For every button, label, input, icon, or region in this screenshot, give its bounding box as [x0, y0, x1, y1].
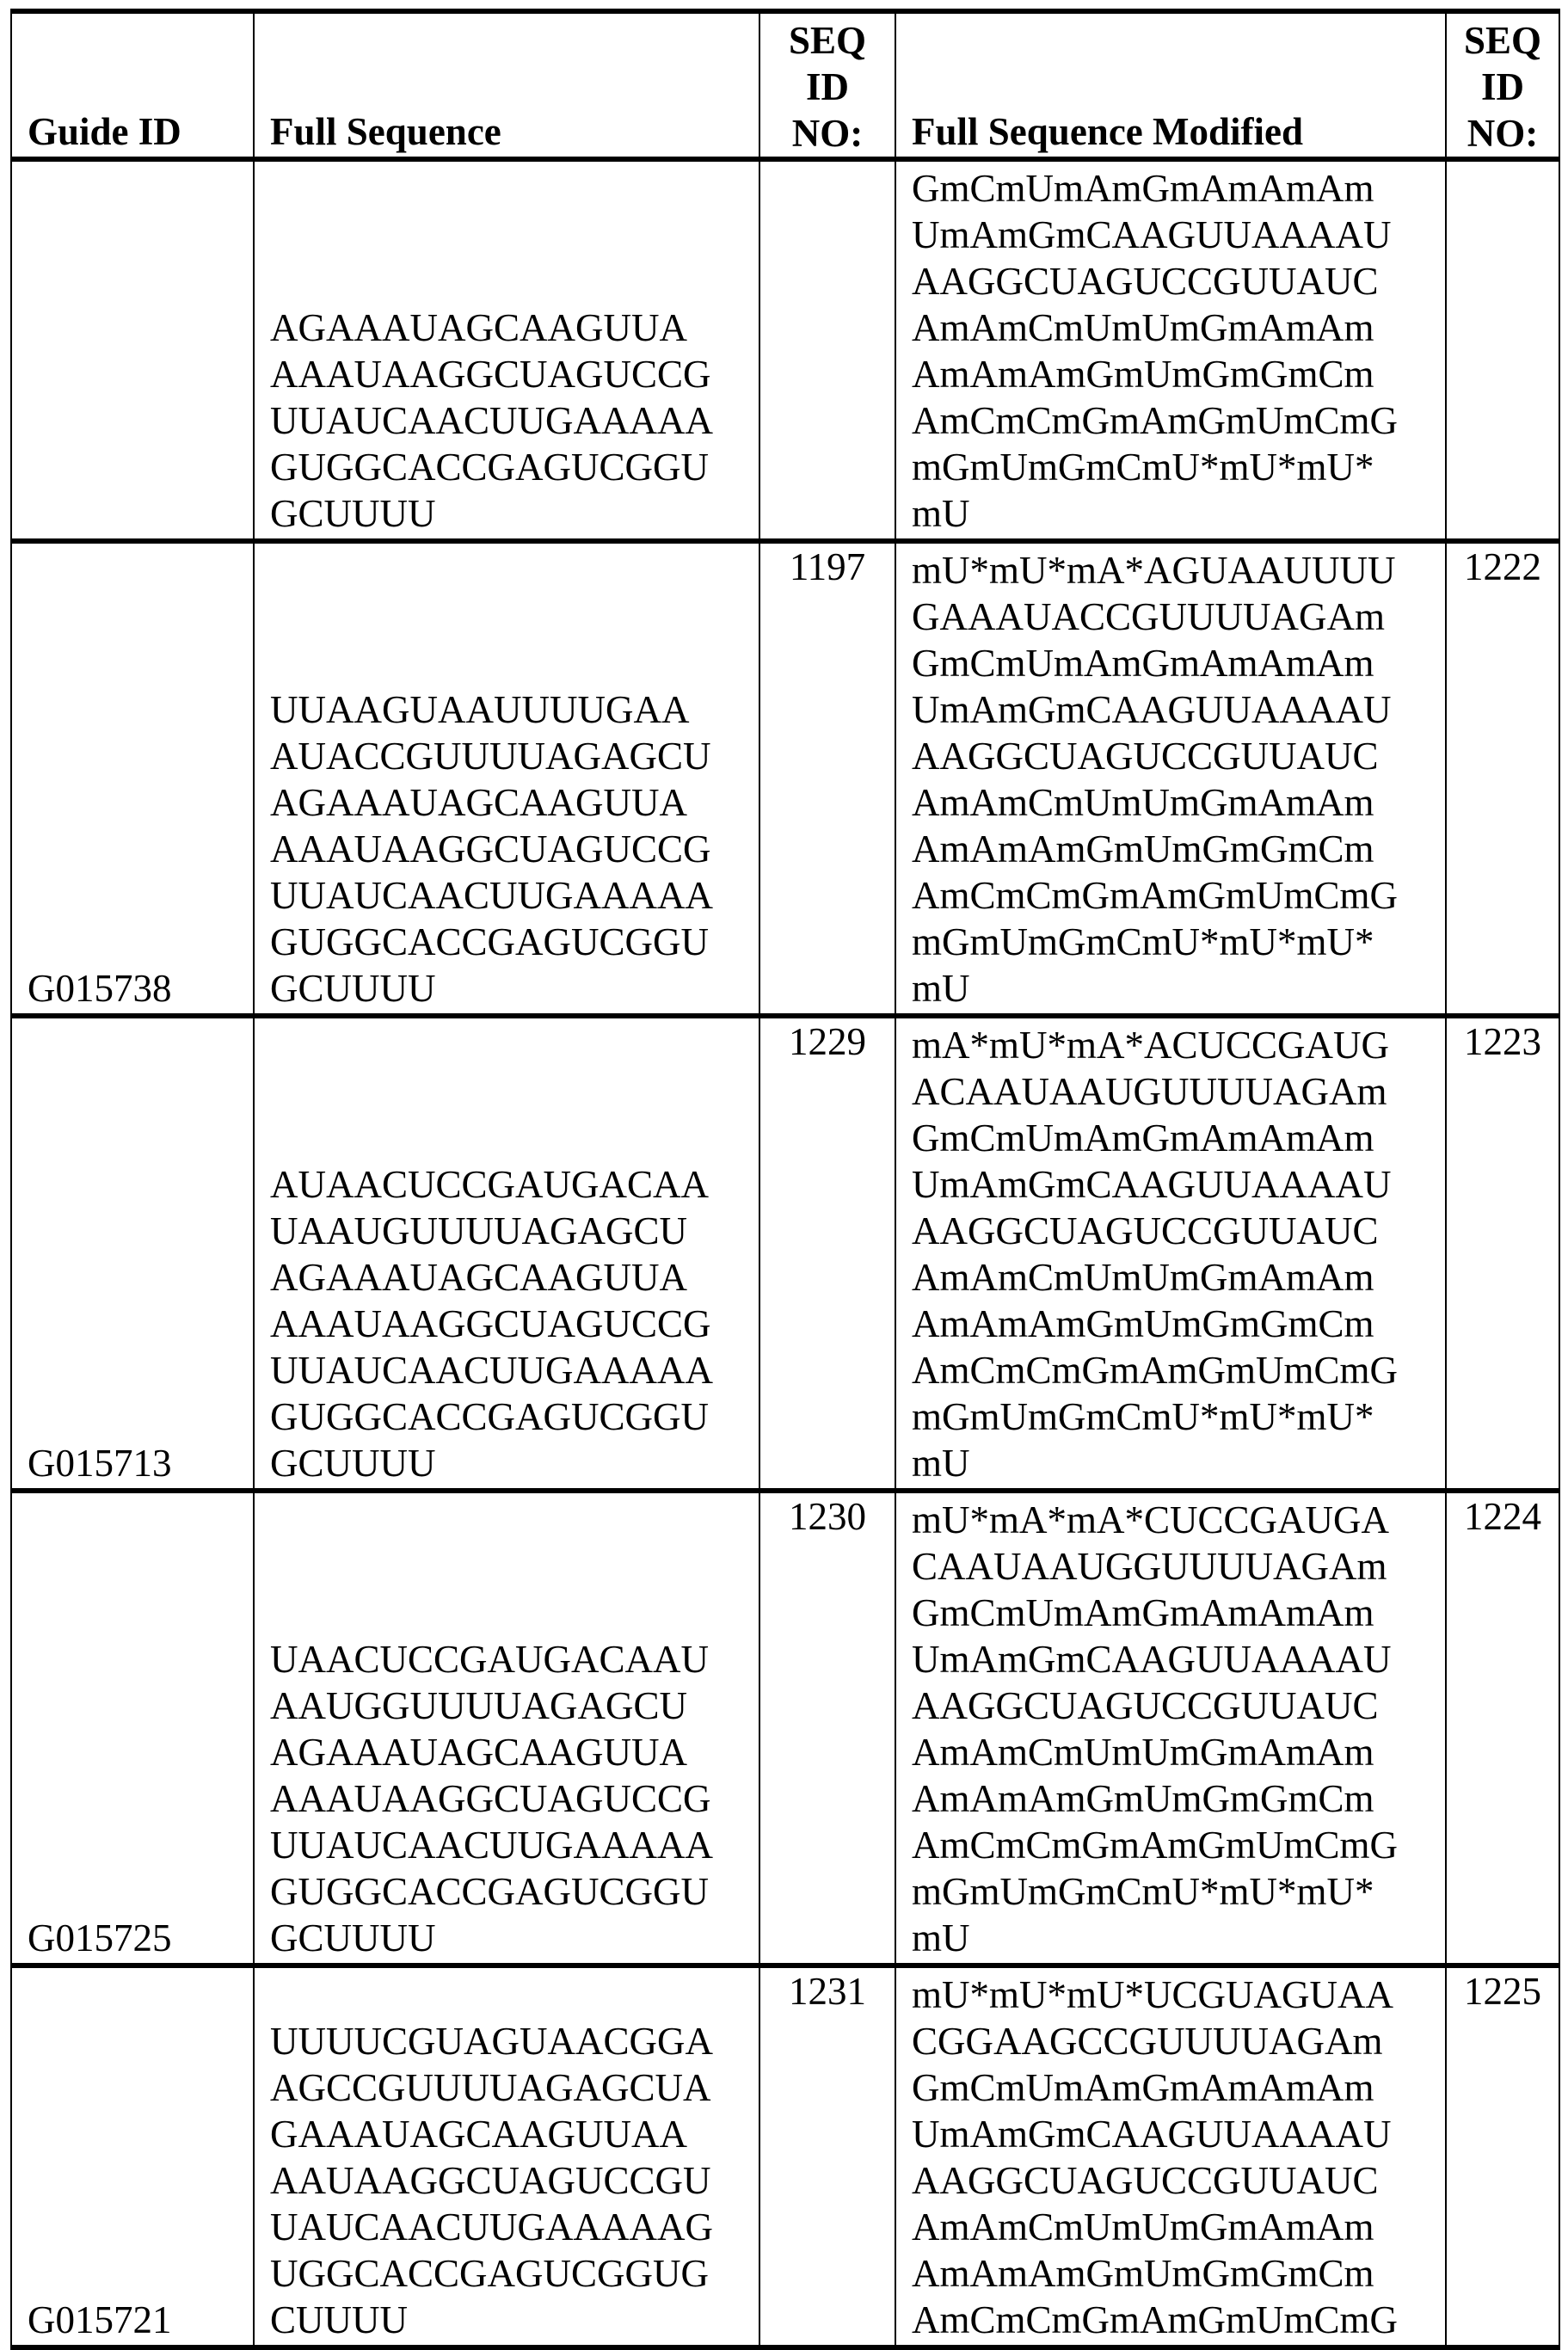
sequence-line: UUAUCAACUUGAAAAA [270, 872, 745, 919]
seq-id-modified-cell: 1224 [1446, 1491, 1559, 1966]
sequence-line: AGCCGUUUUAGAGCUA [270, 2064, 745, 2111]
modified-sequence-line: GmCmUmAmGmAmAmAm [912, 1590, 1431, 1636]
full-sequence-cell [254, 1966, 759, 2347]
sequence-line: GUGGCACCGAGUCGGU [270, 1868, 745, 1915]
guide-sequence-table [10, 9, 1560, 2350]
modified-sequence-line: GmCmUmAmGmAmAmAm [912, 2064, 1431, 2111]
modified-sequence-line: AmAmCmUmUmGmAmAm [912, 2204, 1431, 2250]
modified-sequence-line: mGmUmGmCmU*mU*mU* [912, 444, 1431, 490]
modified-sequence-line: AmCmCmGmAmGmUmCmG [912, 2297, 1431, 2343]
modified-sequence-line: AmCmCmGmAmGmUmCmG [912, 872, 1431, 919]
modified-sequence-line: AmAmCmUmUmGmAmAm [912, 305, 1431, 351]
sequence-line: AGAAAUAGCAAGUUA [270, 1729, 745, 1775]
modified-sequence-line: CGGAAGCCGUUUUAGAm [912, 2018, 1431, 2064]
seq-id-cell: 1197 [759, 541, 895, 1016]
modified-sequence-line: AAGGCUAGUCCGUUAUC [912, 1683, 1431, 1729]
sequence-line: GCUUUU [270, 490, 745, 537]
seq-id-cell [759, 159, 895, 541]
modified-sequence-line: AmAmCmUmUmGmAmAm [912, 1254, 1431, 1301]
header-seq-id-1-line: NO: [760, 110, 895, 157]
full-sequence-cell [254, 159, 759, 541]
sequence-line: UUUUCGUAGUAACGGA [270, 2018, 745, 2064]
modified-sequence-line: GmCmUmAmGmAmAmAm [912, 640, 1431, 686]
full-sequence-cell [254, 1016, 759, 1491]
full-sequence-cell [254, 1491, 759, 1966]
header-seq-id-1-line: ID [760, 64, 895, 110]
modified-sequence-line: AmAmCmUmUmGmAmAm [912, 779, 1431, 826]
modified-sequence-line: mU*mA*mA*CUCCGAUGA [912, 1497, 1431, 1543]
modified-sequence-line: mU [912, 1915, 1431, 1961]
guide-id-cell: G015721 [11, 1966, 254, 2347]
modified-sequence-line: AAGGCUAGUCCGUUAUC [912, 258, 1431, 305]
sequence-line: AAUGGUUUUAGAGCU [270, 1683, 745, 1729]
sequence-line: UUAUCAACUUGAAAAA [270, 1347, 745, 1393]
seq-id-modified-cell [1446, 159, 1559, 541]
seq-id-modified-cell: 1222 [1446, 541, 1559, 1016]
sequence-line: GUGGCACCGAGUCGGU [270, 444, 745, 490]
guide-id-cell: G015738 [11, 541, 254, 1016]
sequence-line: AUAACUCCGAUGACAA [270, 1161, 745, 1208]
sequence-line: AAAUAAGGCUAGUCCG [270, 351, 745, 397]
table-row [11, 1016, 1559, 1491]
sequence-line: AAAUAAGGCUAGUCCG [270, 1775, 745, 1822]
modified-sequence-line: GAAAUACCGUUUUAGAm [912, 594, 1431, 640]
header-seq-id-1-line: SEQ [760, 17, 895, 64]
sequence-line: GCUUUU [270, 1915, 745, 1961]
sequence-line: GCUUUU [270, 965, 745, 1012]
seq-id-cell: 1231 [759, 1966, 895, 2347]
modified-sequence-line: GmCmUmAmGmAmAmAm [912, 165, 1431, 212]
table-row [11, 1491, 1559, 1966]
modified-sequence-line: ACAAUAAUGUUUUAGAm [912, 1068, 1431, 1115]
header-full-sequence: Full Sequence [254, 11, 759, 159]
modified-sequence-line: AmAmAmGmUmGmGmCm [912, 1301, 1431, 1347]
header-seq-id-1 [759, 11, 895, 159]
modified-sequence-cell [895, 1966, 1446, 2347]
modified-sequence-line: AmCmCmGmAmGmUmCmG [912, 397, 1431, 444]
guide-id-cell [11, 159, 254, 541]
modified-sequence-line: UmAmGmCAAGUUAAAAU [912, 1636, 1431, 1683]
header-seq-id-2-line: NO: [1447, 110, 1559, 157]
sequence-line: GUGGCACCGAGUCGGU [270, 919, 745, 965]
sequence-line: UAACUCCGAUGACAAU [270, 1636, 745, 1683]
modified-sequence-line: mU [912, 965, 1431, 1012]
guide-id-cell: G015713 [11, 1016, 254, 1491]
sequence-line: GAAAUAGCAAGUUAA [270, 2111, 745, 2157]
sequence-line: AGAAAUAGCAAGUUA [270, 1254, 745, 1301]
header-seq-id-2-line: SEQ [1447, 17, 1559, 64]
table-row [11, 159, 1559, 541]
seq-id-modified-cell: 1223 [1446, 1016, 1559, 1491]
sequence-line: AGAAAUAGCAAGUUA [270, 779, 745, 826]
modified-sequence-line: AmAmAmGmUmGmGmCm [912, 351, 1431, 397]
sequence-line: AGAAAUAGCAAGUUA [270, 305, 745, 351]
modified-sequence-line: UmAmGmCAAGUUAAAAU [912, 686, 1431, 733]
modified-sequence-line: AAGGCUAGUCCGUUAUC [912, 733, 1431, 779]
header-full-sequence-modified: Full Sequence Modified [895, 11, 1446, 159]
seq-id-modified-cell: 1225 [1446, 1966, 1559, 2347]
table-row [11, 541, 1559, 1016]
sequence-line: AAUAAGGCUAGUCCGU [270, 2157, 745, 2204]
modified-sequence-cell [895, 541, 1446, 1016]
modified-sequence-line: UmAmGmCAAGUUAAAAU [912, 212, 1431, 258]
modified-sequence-line: CAAUAAUGGUUUUAGAm [912, 1543, 1431, 1590]
modified-sequence-line: GmCmUmAmGmAmAmAm [912, 1115, 1431, 1161]
modified-sequence-line: UmAmGmCAAGUUAAAAU [912, 2111, 1431, 2157]
sequence-line: UUAUCAACUUGAAAAA [270, 1822, 745, 1868]
full-sequence-cell [254, 541, 759, 1016]
modified-sequence-line: AAGGCUAGUCCGUUAUC [912, 1208, 1431, 1254]
sequence-line: UUAUCAACUUGAAAAA [270, 397, 745, 444]
sequence-line: AAAUAAGGCUAGUCCG [270, 826, 745, 872]
modified-sequence-line: mGmUmGmCmU*mU*mU* [912, 1868, 1431, 1915]
guide-id-cell: G015725 [11, 1491, 254, 1966]
sequence-line: GUGGCACCGAGUCGGU [270, 1393, 745, 1440]
sequence-line: UUAAGUAAUUUUGAA [270, 686, 745, 733]
modified-sequence-line: AmAmAmGmUmGmGmCm [912, 2250, 1431, 2297]
modified-sequence-line: AmAmAmGmUmGmGmCm [912, 1775, 1431, 1822]
sequence-line: AAAUAAGGCUAGUCCG [270, 1301, 745, 1347]
modified-sequence-line: mA*mU*mA*ACUCCGAUG [912, 1022, 1431, 1068]
table-row [11, 1966, 1559, 2347]
sequence-line: GCUUUU [270, 1440, 745, 1486]
modified-sequence-line: AmCmCmGmAmGmUmCmG [912, 1822, 1431, 1868]
sequence-line: CUUUU [270, 2297, 745, 2343]
header-seq-id-2-line: ID [1447, 64, 1559, 110]
modified-sequence-line: AmCmCmGmAmGmUmCmG [912, 1347, 1431, 1393]
sequence-line: AUACCGUUUUAGAGCU [270, 733, 745, 779]
modified-sequence-line: AmAmAmGmUmGmGmCm [912, 826, 1431, 872]
modified-sequence-line: mU [912, 490, 1431, 537]
modified-sequence-line: AAGGCUAGUCCGUUAUC [912, 2157, 1431, 2204]
seq-id-cell: 1229 [759, 1016, 895, 1491]
header-row [11, 11, 1559, 159]
modified-sequence-line: mGmUmGmCmU*mU*mU* [912, 919, 1431, 965]
modified-sequence-line: mU*mU*mA*AGUAAUUUU [912, 547, 1431, 594]
header-seq-id-2 [1446, 11, 1559, 159]
header-guide-id: Guide ID [11, 11, 254, 159]
modified-sequence-cell [895, 1491, 1446, 1966]
seq-id-cell: 1230 [759, 1491, 895, 1966]
table-body [11, 159, 1559, 2347]
modified-sequence-cell [895, 1016, 1446, 1491]
sequence-line: UAAUGUUUUAGAGCU [270, 1208, 745, 1254]
sequence-line: UAUCAACUUGAAAAAG [270, 2204, 745, 2250]
modified-sequence-cell [895, 159, 1446, 541]
modified-sequence-line: mGmUmGmCmU*mU*mU* [912, 1393, 1431, 1440]
modified-sequence-line: mU*mU*mU*UCGUAGUAA [912, 1972, 1431, 2018]
sequence-line: UGGCACCGAGUCGGUG [270, 2250, 745, 2297]
modified-sequence-line: mU [912, 1440, 1431, 1486]
modified-sequence-line: AmAmCmUmUmGmAmAm [912, 1729, 1431, 1775]
modified-sequence-line: UmAmGmCAAGUUAAAAU [912, 1161, 1431, 1208]
